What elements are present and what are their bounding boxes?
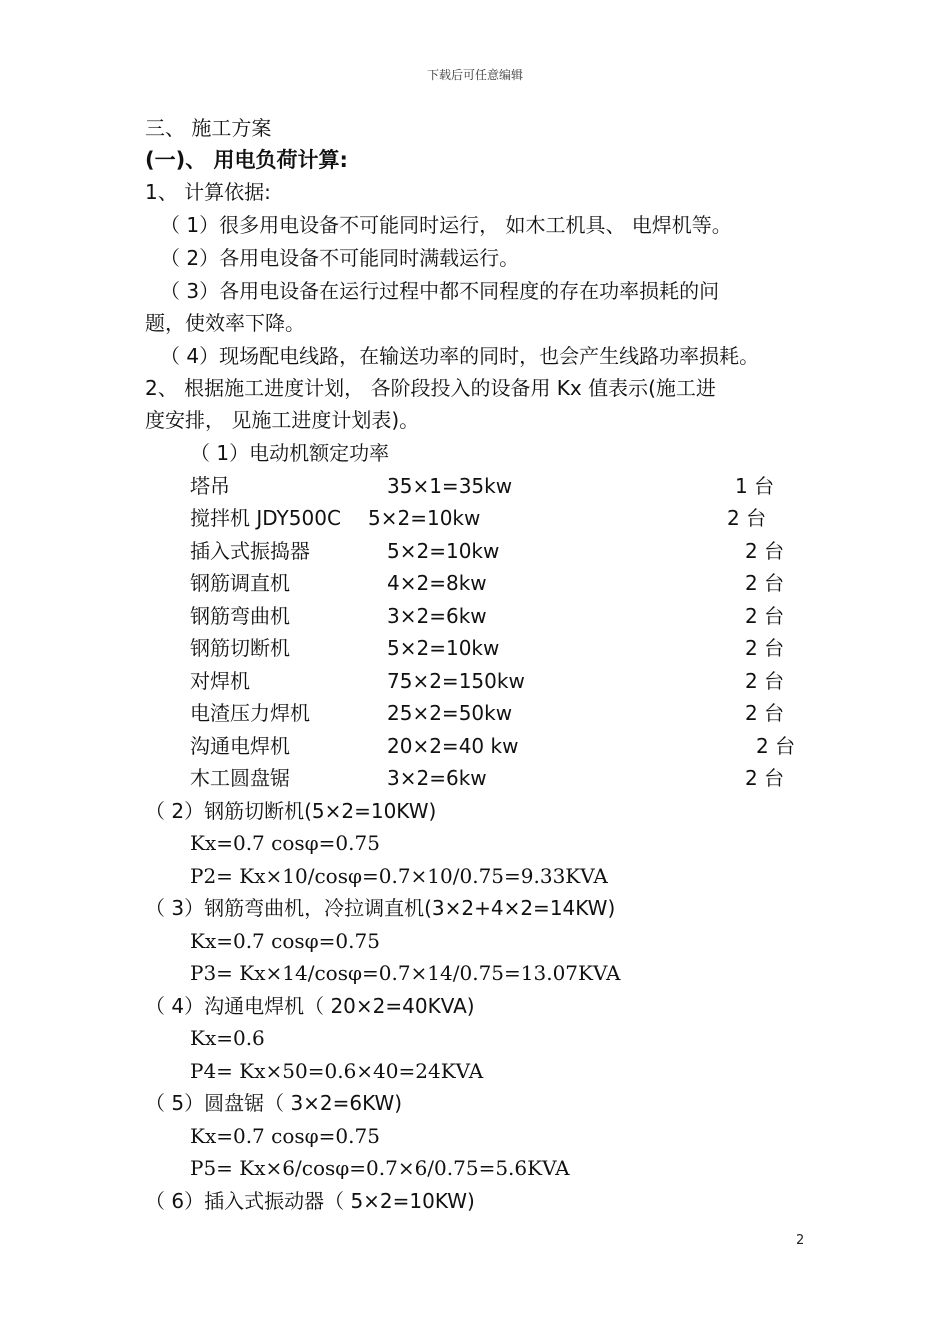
equipment-power: 20×2=40 kw: [387, 734, 519, 758]
equipment-power: 4×2=8kw: [387, 571, 487, 595]
calc-line: Kx=0.6: [190, 1026, 265, 1050]
calc-line: P2= Kx×10/cosφ=0.7×10/0.75=9.33KVA: [190, 864, 608, 888]
equipment-power: 5×2=10kw: [368, 506, 481, 530]
equipment-qty: 2 台: [745, 571, 785, 595]
subsection-title: (一)、 用电负荷计算:: [145, 148, 348, 172]
calc-title: （ 5）圆盘锯（ 3×2=6KW): [145, 1091, 403, 1115]
calc-line: Kx=0.7 cosφ=0.75: [190, 1124, 380, 1148]
calc-line: P5= Kx×6/cosφ=0.7×6/0.75=5.6KVA: [190, 1156, 570, 1180]
item2-line: 2、 根据施工进度计划， 各阶段投入的设备用 Kx 值表示(施工进: [145, 376, 716, 400]
equipment-qty: 1 台: [735, 474, 775, 498]
equipment-power: 3×2=6kw: [387, 766, 487, 790]
equipment-qty: 2 台: [745, 701, 785, 725]
rated-power-title: （ 1）电动机额定功率: [190, 441, 390, 465]
equipment-name: 对焊机: [190, 669, 250, 693]
calc-title: （ 4）沟通电焊机（ 20×2=40KVA): [145, 994, 475, 1018]
basis-line: （ 3）各用电设备在运行过程中都不同程度的存在功率损耗的问: [160, 279, 720, 303]
calc-title: （ 3）钢筋弯曲机，冷拉调直机(3×2+4×2=14KW): [145, 896, 616, 920]
calc-line: Kx=0.7 cosφ=0.75: [190, 929, 380, 953]
equipment-power: 25×2=50kw: [387, 701, 513, 725]
calc-line: P3= Kx×14/cosφ=0.7×14/0.75=13.07KVA: [190, 961, 621, 985]
equipment-name: 钢筋调直机: [190, 571, 290, 595]
equipment-name: 搅拌机 JDY500C: [190, 506, 341, 530]
calc-title: （ 2）钢筋切断机(5×2=10KW): [145, 799, 437, 823]
equipment-qty: 2 台: [745, 539, 785, 563]
equipment-name: 钢筋弯曲机: [190, 604, 290, 628]
equipment-qty: 2 台: [756, 734, 796, 758]
item2-line: 度安排， 见施工进度计划表)。: [145, 408, 420, 432]
equipment-power: 35×1=35kw: [387, 474, 513, 498]
basis-line: 题，使效率下降。: [145, 311, 305, 335]
equipment-name: 木工圆盘锯: [190, 766, 290, 790]
calc-title: （ 6）插入式振动器（ 5×2=10KW): [145, 1189, 475, 1213]
equipment-qty: 2 台: [745, 636, 785, 660]
equipment-qty: 2 台: [745, 604, 785, 628]
equipment-name: 钢筋切断机: [190, 636, 290, 660]
page-header: 下载后可任意编辑: [426, 68, 523, 82]
equipment-power: 75×2=150kw: [387, 669, 525, 693]
equipment-qty: 2 台: [745, 669, 785, 693]
basis-line: （ 2）各用电设备不可能同时满载运行。: [160, 246, 520, 270]
equipment-power: 5×2=10kw: [387, 636, 500, 660]
item1-title: 1、 计算依据:: [145, 180, 271, 204]
calc-line: Kx=0.7 cosφ=0.75: [190, 831, 380, 855]
basis-line: （ 4）现场配电线路，在输送功率的同时，也会产生线路功率损耗。: [160, 344, 760, 368]
page-number: 2: [796, 1233, 805, 1248]
equipment-name: 沟通电焊机: [190, 734, 290, 758]
calc-line: P4= Kx×50=0.6×40=24KVA: [190, 1059, 484, 1083]
equipment-name: 塔吊: [190, 474, 230, 498]
equipment-qty: 2 台: [727, 506, 767, 530]
equipment-name: 电渣压力焊机: [190, 701, 310, 725]
equipment-power: 5×2=10kw: [387, 539, 500, 563]
equipment-name: 插入式振捣器: [190, 539, 310, 563]
section-title: 三、 施工方案: [145, 116, 272, 140]
equipment-qty: 2 台: [745, 766, 785, 790]
basis-line: （ 1）很多用电设备不可能同时运行， 如木工机具、 电焊机等。: [160, 213, 732, 237]
equipment-power: 3×2=6kw: [387, 604, 487, 628]
